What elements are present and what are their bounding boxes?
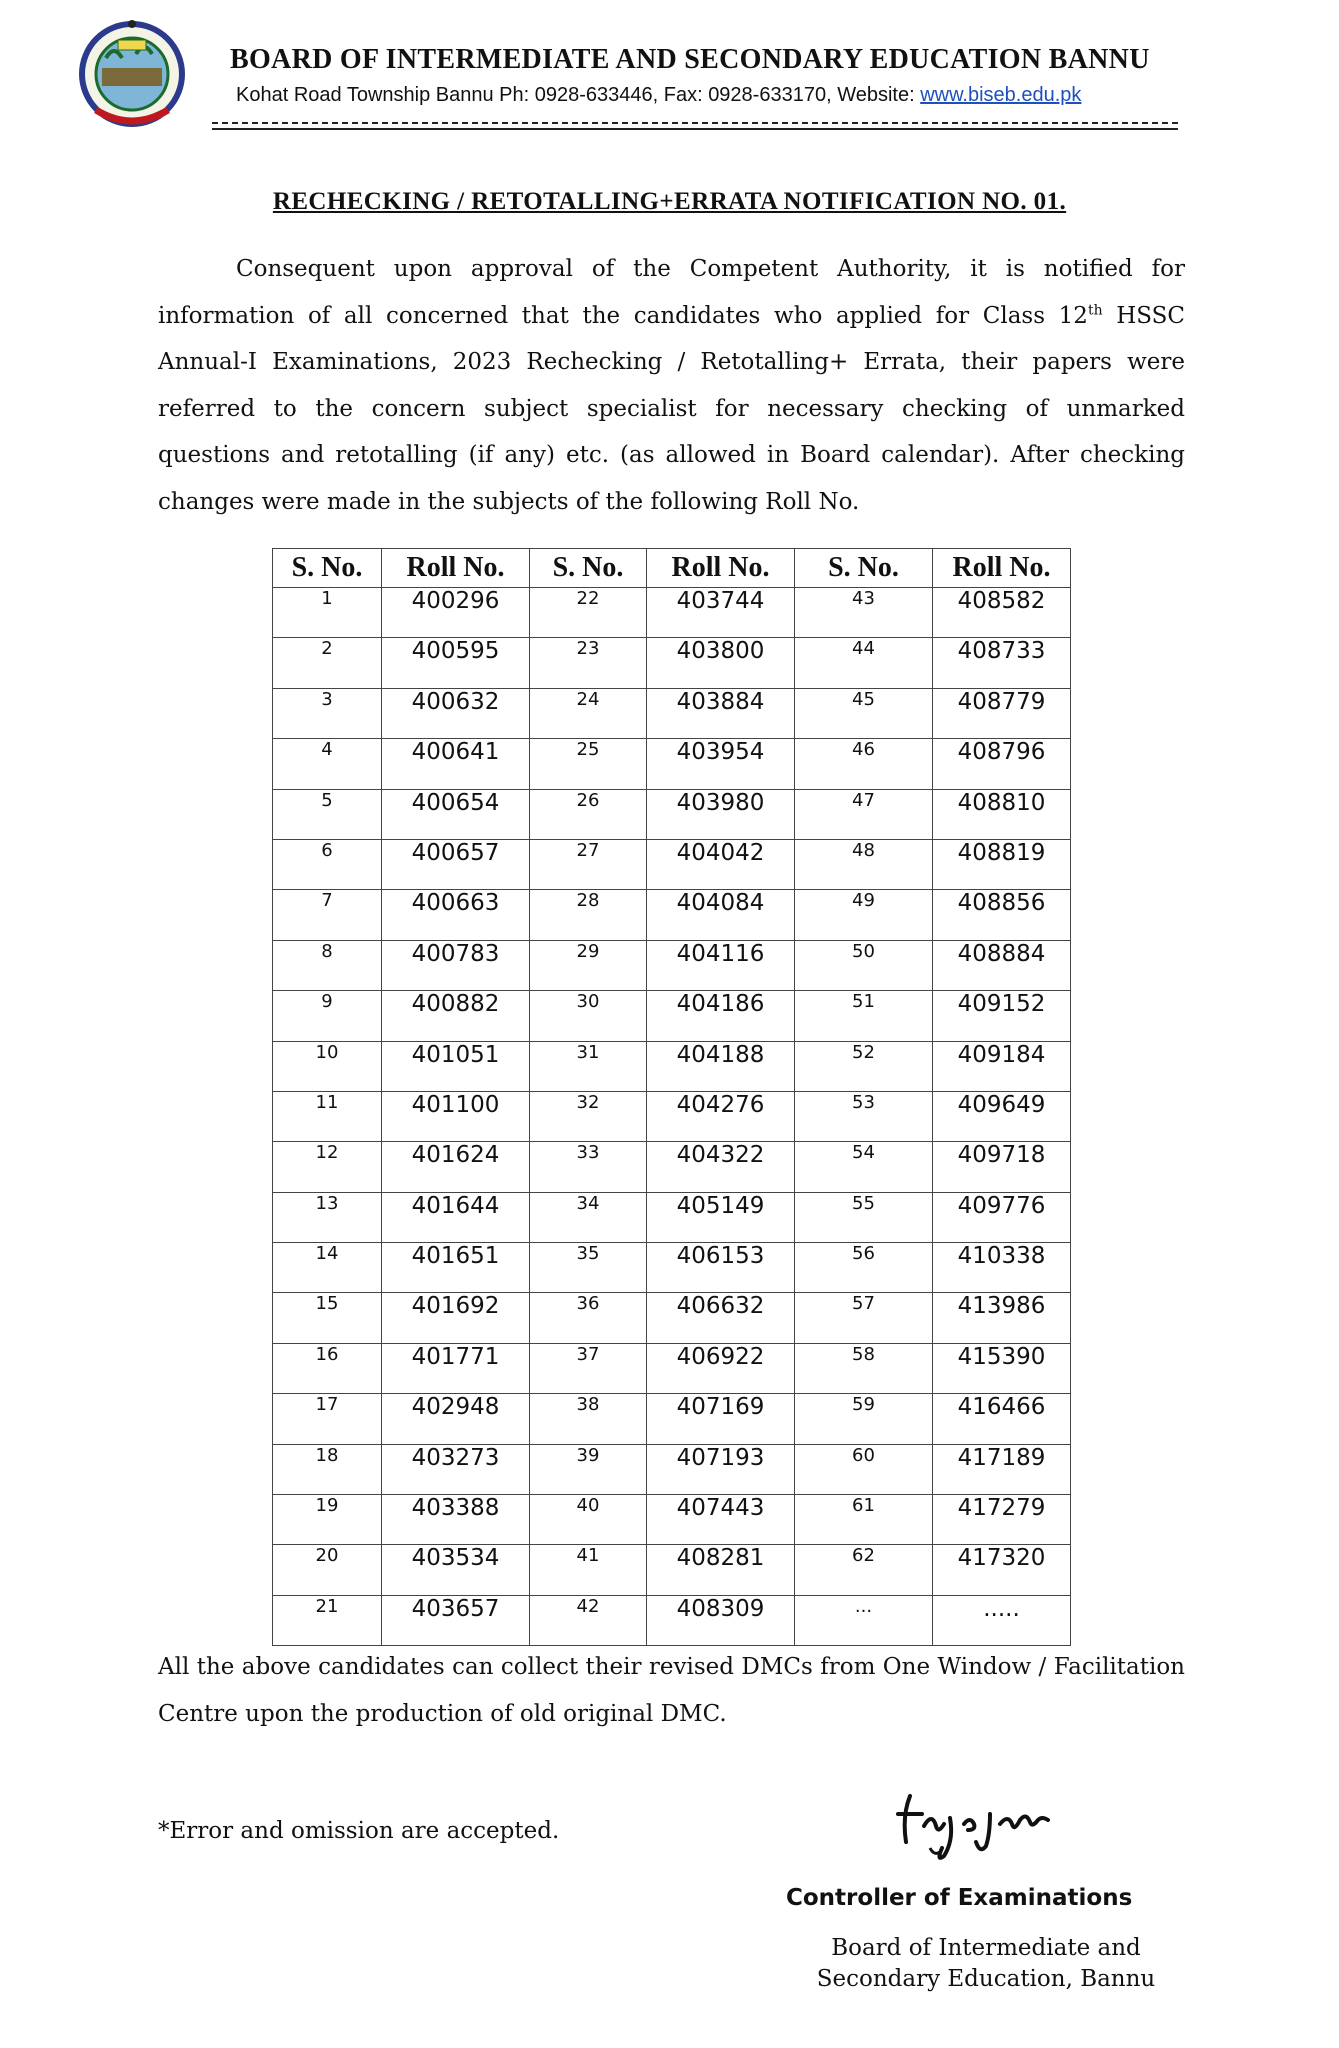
serial-number-cell: 25	[530, 739, 647, 789]
roll-number-cell: 417279	[933, 1495, 1071, 1545]
serial-number-cell: 47	[795, 789, 933, 839]
notification-title: RECHECKING / RETOTALLING+ERRATA NOTIFICATION NO. 01.	[272, 188, 1067, 215]
roll-number-cell: 408856	[933, 890, 1071, 940]
roll-number-cell: 400783	[382, 940, 530, 990]
roll-number-cell: 401651	[382, 1243, 530, 1293]
header-divider-solid	[212, 128, 1178, 130]
serial-number-cell: 14	[273, 1243, 382, 1293]
serial-number-cell: 55	[795, 1192, 933, 1242]
table-row	[273, 890, 1071, 940]
roll-number-cell: 403388	[382, 1495, 530, 1545]
serial-number-cell: 21	[273, 1595, 382, 1645]
table-row	[273, 1293, 1071, 1343]
roll-number-cell: 404276	[647, 1091, 795, 1141]
serial-number-cell: 38	[530, 1394, 647, 1444]
serial-number-cell: 58	[795, 1343, 933, 1393]
roll-number-cell: 408810	[933, 789, 1071, 839]
roll-number-cell: 403884	[647, 688, 795, 738]
roll-number-cell: 403273	[382, 1444, 530, 1494]
table-row	[273, 1091, 1071, 1141]
serial-number-cell: 51	[795, 991, 933, 1041]
serial-number-cell: 33	[530, 1142, 647, 1192]
roll-number-cell: 405149	[647, 1192, 795, 1242]
roll-number-cell: 402948	[382, 1394, 530, 1444]
roll-number-cell: 404042	[647, 839, 795, 889]
roll-number-cell: 400296	[382, 588, 530, 638]
roll-number-cell: 403657	[382, 1595, 530, 1645]
roll-number-cell: 401644	[382, 1192, 530, 1242]
serial-number-cell: 11	[273, 1091, 382, 1141]
table-row	[273, 1041, 1071, 1091]
roll-number-cell: 408796	[933, 739, 1071, 789]
serial-number-cell: 28	[530, 890, 647, 940]
roll-number-cell: 407193	[647, 1444, 795, 1494]
table-row	[273, 789, 1071, 839]
roll-number-cell: 404116	[647, 940, 795, 990]
serial-number-cell: 30	[530, 991, 647, 1041]
roll-number-cell: 409649	[933, 1091, 1071, 1141]
roll-number-cell: 408309	[647, 1595, 795, 1645]
serial-number-cell: 29	[530, 940, 647, 990]
serial-number-cell: 13	[273, 1192, 382, 1242]
roll-number-cell: 417320	[933, 1545, 1071, 1595]
signatory-title: Controller of Examinations	[786, 1885, 1133, 1911]
serial-number-cell: 2	[273, 638, 382, 688]
roll-number-cell: 400595	[382, 638, 530, 688]
serial-number-cell: 50	[795, 940, 933, 990]
roll-number-cell: 401624	[382, 1142, 530, 1192]
roll-number-cell: 401051	[382, 1041, 530, 1091]
contact-text: Kohat Road Township Bannu Ph: 0928-633446, Fax: 0928-633170, Website:	[236, 84, 921, 106]
serial-number-cell: 23	[530, 638, 647, 688]
roll-number-cell: 406922	[647, 1343, 795, 1393]
roll-number-cell: 404188	[647, 1041, 795, 1091]
serial-number-cell: 9	[273, 991, 382, 1041]
serial-number-cell: 4	[273, 739, 382, 789]
serial-number-cell: 57	[795, 1293, 933, 1343]
serial-number-cell: 54	[795, 1142, 933, 1192]
roll-number-cell: 403980	[647, 789, 795, 839]
serial-number-cell: 36	[530, 1293, 647, 1343]
column-header: Roll No.	[382, 549, 530, 588]
roll-number-cell: 406153	[647, 1243, 795, 1293]
para-text-2: HSSC Annual-I Examinations, 2023 Rechecking / Retotalling+ Errata, their papers were referred to the concern subject specialist for necessary checking of unmarked questions and retotalling (if any) etc. (as allowed in Board calendar). After checking changes were made in the subjects of the following Roll No.	[158, 302, 1186, 515]
website-link[interactable]: www.biseb.edu.pk	[920, 84, 1082, 106]
org-line-1: Board of Intermediate and	[831, 1935, 1141, 1961]
serial-number-cell: 24	[530, 688, 647, 738]
roll-number-table	[272, 548, 1071, 1646]
table-row	[273, 1343, 1071, 1393]
serial-number-cell: 17	[273, 1394, 382, 1444]
table-row	[273, 1444, 1071, 1494]
table-row	[273, 1142, 1071, 1192]
serial-number-cell: 19	[273, 1495, 382, 1545]
serial-number-cell: 43	[795, 588, 933, 638]
roll-number-cell: 401692	[382, 1293, 530, 1343]
roll-number-cell: 408884	[933, 940, 1071, 990]
serial-number-cell: 26	[530, 789, 647, 839]
error-note: *Error and omission are accepted.	[158, 1818, 560, 1844]
serial-number-cell: 7	[273, 890, 382, 940]
roll-number-cell: 408733	[933, 638, 1071, 688]
serial-number-cell: 62	[795, 1545, 933, 1595]
serial-number-cell: 34	[530, 1192, 647, 1242]
roll-number-cell: 409718	[933, 1142, 1071, 1192]
table-row	[273, 839, 1071, 889]
org-line-2: Secondary Education, Bannu	[816, 1966, 1156, 1992]
serial-number-cell: 1	[273, 588, 382, 638]
serial-number-cell: 3	[273, 688, 382, 738]
roll-number-cell: 401100	[382, 1091, 530, 1141]
serial-number-cell: 8	[273, 940, 382, 990]
serial-number-cell: 10	[273, 1041, 382, 1091]
serial-number-cell: 31	[530, 1041, 647, 1091]
table-row	[273, 638, 1071, 688]
board-contact	[236, 84, 1186, 107]
serial-number-cell: 18	[273, 1444, 382, 1494]
roll-number-cell: 413986	[933, 1293, 1071, 1343]
roll-number-cell: 400882	[382, 991, 530, 1041]
roll-number-cell: 400641	[382, 739, 530, 789]
roll-number-cell: 408281	[647, 1545, 795, 1595]
board-seal-logo-icon	[76, 18, 188, 130]
roll-number-cell: 401771	[382, 1343, 530, 1393]
notification-paragraph	[158, 246, 1185, 525]
roll-number-cell: 400657	[382, 839, 530, 889]
table-row	[273, 1495, 1071, 1545]
table-row	[273, 1595, 1071, 1645]
roll-number-cell: 409184	[933, 1041, 1071, 1091]
serial-number-cell: 61	[795, 1495, 933, 1545]
roll-number-cell: 409152	[933, 991, 1071, 1041]
table-row	[273, 1192, 1071, 1242]
roll-number-cell: 403954	[647, 739, 795, 789]
roll-number-cell: 400663	[382, 890, 530, 940]
roll-number-cell: .....	[933, 1595, 1071, 1645]
serial-number-cell: 44	[795, 638, 933, 688]
serial-number-cell: 40	[530, 1495, 647, 1545]
roll-number-cell: 400654	[382, 789, 530, 839]
column-header: S. No.	[530, 549, 647, 588]
roll-number-cell: 404084	[647, 890, 795, 940]
table-row	[273, 1243, 1071, 1293]
serial-number-cell: 5	[273, 789, 382, 839]
roll-number-cell: 408779	[933, 688, 1071, 738]
roll-number-cell: 404186	[647, 991, 795, 1041]
column-header: Roll No.	[933, 549, 1071, 588]
roll-number-cell: 403744	[647, 588, 795, 638]
roll-number-cell: 407169	[647, 1394, 795, 1444]
column-header: S. No.	[795, 549, 933, 588]
roll-number-cell: 400632	[382, 688, 530, 738]
serial-number-cell: 22	[530, 588, 647, 638]
roll-number-cell: 410338	[933, 1243, 1071, 1293]
table-body	[273, 588, 1071, 1646]
roll-number-cell: 403800	[647, 638, 795, 688]
table-row	[273, 688, 1071, 738]
serial-number-cell: 41	[530, 1545, 647, 1595]
serial-number-cell: 35	[530, 1243, 647, 1293]
column-header: S. No.	[273, 549, 382, 588]
serial-number-cell: 49	[795, 890, 933, 940]
serial-number-cell: 32	[530, 1091, 647, 1141]
roll-number-cell: 406632	[647, 1293, 795, 1343]
roll-number-cell: 407443	[647, 1495, 795, 1545]
serial-number-cell: 45	[795, 688, 933, 738]
serial-number-cell: 15	[273, 1293, 382, 1343]
serial-number-cell: ...	[795, 1595, 933, 1645]
roll-number-cell: 409776	[933, 1192, 1071, 1242]
table-row	[273, 1545, 1071, 1595]
table-row	[273, 739, 1071, 789]
serial-number-cell: 59	[795, 1394, 933, 1444]
serial-number-cell: 27	[530, 839, 647, 889]
serial-number-cell: 16	[273, 1343, 382, 1393]
roll-number-cell: 415390	[933, 1343, 1071, 1393]
table-row	[273, 588, 1071, 638]
serial-number-cell: 56	[795, 1243, 933, 1293]
serial-number-cell: 46	[795, 739, 933, 789]
roll-number-cell: 403534	[382, 1545, 530, 1595]
roll-number-cell: 408582	[933, 588, 1071, 638]
board-title: BOARD OF INTERMEDIATE AND SECONDARY EDUCATION BANNU	[230, 44, 1150, 75]
serial-number-cell: 42	[530, 1595, 647, 1645]
para-superscript: th	[1087, 301, 1103, 318]
serial-number-cell: 6	[273, 839, 382, 889]
roll-number-cell: 416466	[933, 1394, 1071, 1444]
signatory-org	[780, 1933, 1192, 1995]
serial-number-cell: 53	[795, 1091, 933, 1141]
table-header-row	[273, 549, 1071, 588]
serial-number-cell: 39	[530, 1444, 647, 1494]
signature-icon	[890, 1784, 1070, 1864]
header-divider	[212, 122, 1178, 124]
roll-number-cell: 408819	[933, 839, 1071, 889]
roll-number-cell: 404322	[647, 1142, 795, 1192]
serial-number-cell: 52	[795, 1041, 933, 1091]
table-row	[273, 940, 1071, 990]
serial-number-cell: 37	[530, 1343, 647, 1393]
roll-number-cell: 417189	[933, 1444, 1071, 1494]
table-row	[273, 1394, 1071, 1444]
closing-paragraph: All the above candidates can collect their revised DMCs from One Window / Facilitation Centre upon the production of old original DMC.	[158, 1654, 1185, 1727]
serial-number-cell: 12	[273, 1142, 382, 1192]
table-row	[273, 991, 1071, 1041]
serial-number-cell: 48	[795, 839, 933, 889]
serial-number-cell: 20	[273, 1545, 382, 1595]
para-text-1: Consequent upon approval of the Competent Authority, it is notified for information of all concerned that the candidates who applied for Class 12	[158, 256, 1185, 329]
column-header: Roll No.	[647, 549, 795, 588]
serial-number-cell: 60	[795, 1444, 933, 1494]
